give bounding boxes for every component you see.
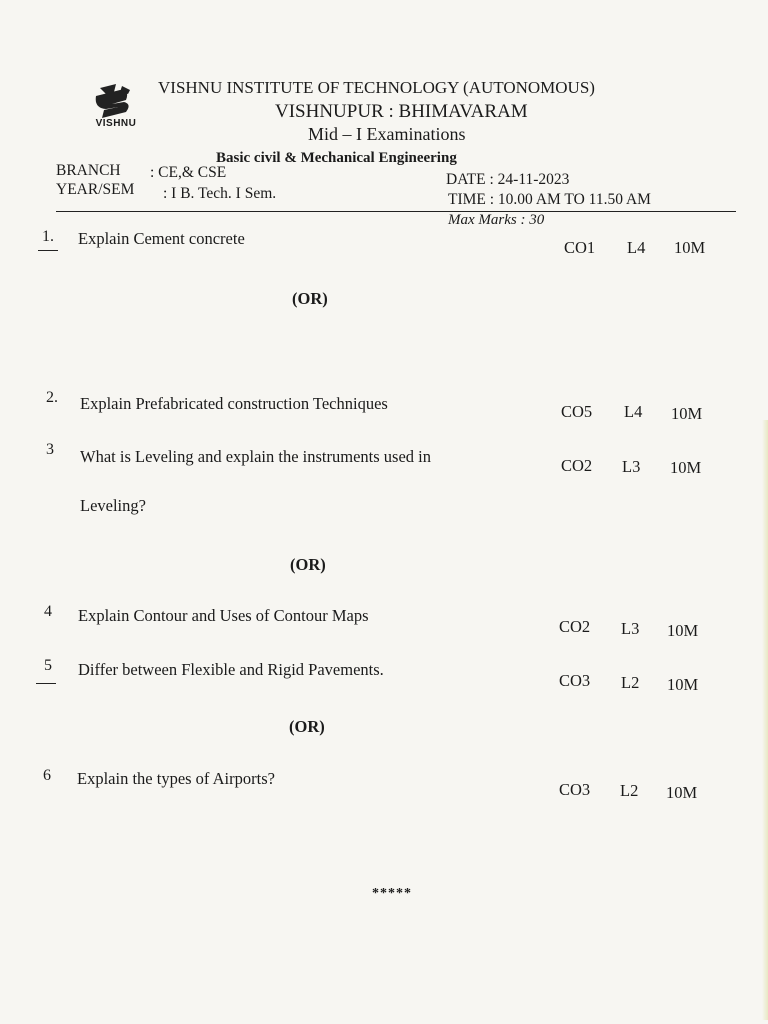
exam-date: DATE : 24-11-2023 <box>446 171 570 188</box>
bloom-level: L4 <box>624 402 643 421</box>
question-text: Explain Prefabricated construction Techniques <box>80 394 388 413</box>
or-separator: (OR) <box>292 289 328 308</box>
question-text: What is Leveling and explain the instruments used in <box>80 447 432 466</box>
exam-title: Mid – I Examinations <box>308 124 466 144</box>
question-text: Explain Contour and Uses of Contour Maps <box>78 606 369 625</box>
yearsem-value: : I B. Tech. I Sem. <box>163 185 277 202</box>
question-number-underline <box>38 250 58 251</box>
institute-location: VISHNUPUR : BHIMAVARAM <box>275 101 528 122</box>
bloom-level: L2 <box>621 673 640 692</box>
question-marks: 10M <box>670 458 702 477</box>
course-outcome: CO2 <box>561 456 593 475</box>
logo-label: VISHNU <box>95 118 137 129</box>
branch-value: : CE,& CSE <box>150 164 227 181</box>
question-text: Differ between Flexible and Rigid Pavements. <box>78 660 384 679</box>
course-outcome: CO5 <box>561 402 593 421</box>
question-marks: 10M <box>667 621 699 640</box>
bloom-level: L3 <box>621 619 640 638</box>
course-outcome: CO3 <box>559 780 591 799</box>
bloom-level: L2 <box>620 781 639 800</box>
subject-title: Basic civil & Mechanical Engineering <box>216 150 457 166</box>
branch-label: BRANCH <box>56 162 121 179</box>
question-number: 4 <box>44 603 52 620</box>
yearsem-label: YEAR/SEM <box>56 181 135 198</box>
course-outcome: CO3 <box>559 671 591 690</box>
question-marks: 10M <box>671 404 703 423</box>
question-number: 6 <box>43 767 51 784</box>
exam-time: TIME : 10.00 AM TO 11.50 AM <box>448 191 651 208</box>
or-separator: (OR) <box>290 555 326 574</box>
question-marks: 10M <box>667 675 699 694</box>
question-text-continued: Leveling? <box>80 496 146 515</box>
max-marks: Max Marks : 30 <box>448 212 545 228</box>
or-separator: (OR) <box>289 717 325 736</box>
course-outcome: CO1 <box>564 238 596 257</box>
course-outcome: CO2 <box>559 617 591 636</box>
header-divider <box>56 211 736 212</box>
question-text: Explain the types of Airports? <box>77 769 275 788</box>
question-number-underline <box>36 683 56 684</box>
bloom-level: L3 <box>622 457 641 476</box>
end-of-paper-mark: ***** <box>372 886 412 901</box>
page-edge-shadow <box>762 420 768 1020</box>
question-number: 3 <box>46 441 54 458</box>
question-number: 5 <box>44 657 52 674</box>
question-number: 1. <box>42 228 54 245</box>
question-marks: 10M <box>666 783 698 802</box>
question-number: 2. <box>46 389 58 406</box>
question-marks: 10M <box>674 238 706 257</box>
question-text: Explain Cement concrete <box>78 229 245 248</box>
institute-name: VISHNU INSTITUTE OF TECHNOLOGY (AUTONOMOUS) <box>158 78 595 97</box>
bloom-level: L4 <box>627 238 646 257</box>
